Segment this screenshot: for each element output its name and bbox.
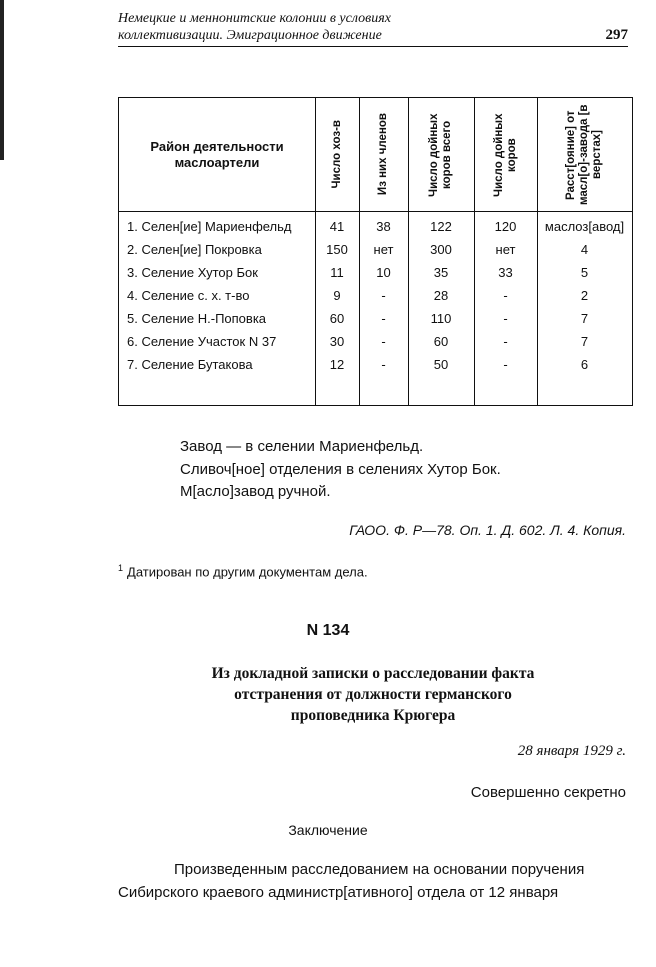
note-line-1: Завод — в селении Мариенфельд. (180, 438, 424, 455)
table-cell: 38 (376, 219, 391, 234)
table-row (119, 307, 632, 330)
column-header-cows-total (408, 98, 474, 211)
page-number: 297 (605, 27, 628, 43)
table-cell: - (381, 357, 386, 372)
table-cell-district: 2. Селен[ие] Покровка (127, 242, 262, 257)
note-line-3: М[асло]завод ручной. (180, 483, 331, 500)
column-header-distance (537, 98, 632, 211)
table-cell: 2 (580, 288, 589, 303)
column-header-text: Число дойных коров всего (428, 112, 453, 197)
column-header-text: Из них членов (377, 113, 389, 196)
footnote-text: Датирован по другим документам дела. (127, 564, 368, 580)
table-cell: 30 (329, 334, 345, 349)
table-cell: 122 (430, 219, 452, 234)
document-date: 28 января 1929 г. (517, 743, 626, 759)
table-cell: 12 (329, 357, 345, 372)
document-title (118, 663, 628, 726)
table-cell: - (503, 311, 508, 326)
section-heading: Заключение (288, 822, 368, 838)
table-cell: 150 (326, 242, 348, 257)
table-cell: 10 (376, 265, 391, 280)
table-cell: 4 (580, 242, 589, 257)
secrecy-label: Совершенно секретно (470, 784, 626, 801)
table-cell: 9 (333, 288, 341, 303)
table-cell: маслоз[авод] (544, 219, 625, 234)
archive-source: ГАОО. Ф. Р—78. Оп. 1. Д. 602. Л. 4. Копия. (349, 522, 626, 538)
document-title-line-3: проповедника Крюгера (290, 707, 456, 724)
document-title-line-1: Из докладной записки о расследовании факта (211, 665, 535, 682)
column-header-members (359, 98, 408, 211)
column-header-cows (474, 98, 537, 211)
table-cell: 7 (580, 334, 589, 349)
document-number: N 134 (306, 622, 350, 639)
note-line-2: Сливоч[ное] отделения в селениях Хутор Бок. (180, 461, 501, 478)
table-row (119, 353, 632, 376)
table-cell: 60 (329, 311, 345, 326)
column-header-text: Число дойных коров (492, 112, 518, 197)
body-line-2: Сибирского краевого администр[ативного] отдела от 12 января (118, 884, 559, 901)
body-line-1: Произведенным расследованием на основании поручения (174, 861, 585, 878)
table-cell: 35 (433, 265, 449, 280)
table-cell-district: 6. Селение Участок N 37 (127, 334, 277, 349)
table-cell: нет (373, 242, 394, 257)
table-cell: 28 (433, 288, 449, 303)
header-rule (118, 46, 628, 47)
table-cell: - (381, 334, 386, 349)
column-header-text: Число хоз-в (330, 120, 343, 189)
table-cell-district: 7. Селение Бутакова (127, 357, 253, 372)
table-row (119, 215, 632, 238)
footnote-marker: 1 (118, 563, 124, 573)
table-cell: - (503, 288, 508, 303)
header-rule-line (119, 211, 632, 212)
header-title-line-1: Немецкие и меннонитские колонии в условиях (118, 11, 391, 26)
data-table (118, 97, 633, 406)
footnote (118, 563, 368, 579)
table-cell: - (381, 311, 386, 326)
table-row (119, 238, 632, 261)
table-cell: 300 (430, 242, 452, 257)
table-row (119, 330, 632, 353)
table-cell: 41 (329, 219, 345, 234)
table-cell: 7 (580, 311, 589, 326)
column-header-district: Район деятельности маслоартели (150, 138, 284, 170)
table-cell: 6 (580, 357, 589, 372)
table-row (119, 284, 632, 307)
table-row (119, 261, 632, 284)
table-cell: нет (495, 242, 516, 257)
table-cell-district: 3. Селение Хутор Бок (127, 265, 258, 280)
table-cell: 110 (430, 311, 452, 326)
column-header-text: Расст[ояние] от масл[о]-завода [в верстах] (565, 104, 603, 205)
table-cell: 33 (498, 265, 513, 280)
table-cell: - (381, 288, 386, 303)
table-cell-district: 1. Селен[ие] Мариенфельд (127, 219, 292, 234)
table-cell-district: 5. Селение Н.-Поповка (127, 311, 267, 326)
table-cell: 11 (330, 265, 344, 280)
table-cell: 5 (580, 265, 589, 280)
table-cell: 60 (433, 334, 449, 349)
table-cell: - (503, 334, 508, 349)
table-cell-district: 4. Селение с. х. т-во (127, 288, 250, 303)
running-header (118, 10, 628, 44)
table-cell: - (503, 357, 508, 372)
document-title-line-2: отстранения от должности германского (234, 686, 512, 703)
table-cell: 120 (494, 219, 517, 234)
page-edge-shadow (0, 0, 4, 160)
table-cell: 50 (433, 357, 449, 372)
column-header-households (315, 98, 359, 211)
header-title-line-2: коллективизации. Эмиграционное движение (118, 28, 382, 43)
